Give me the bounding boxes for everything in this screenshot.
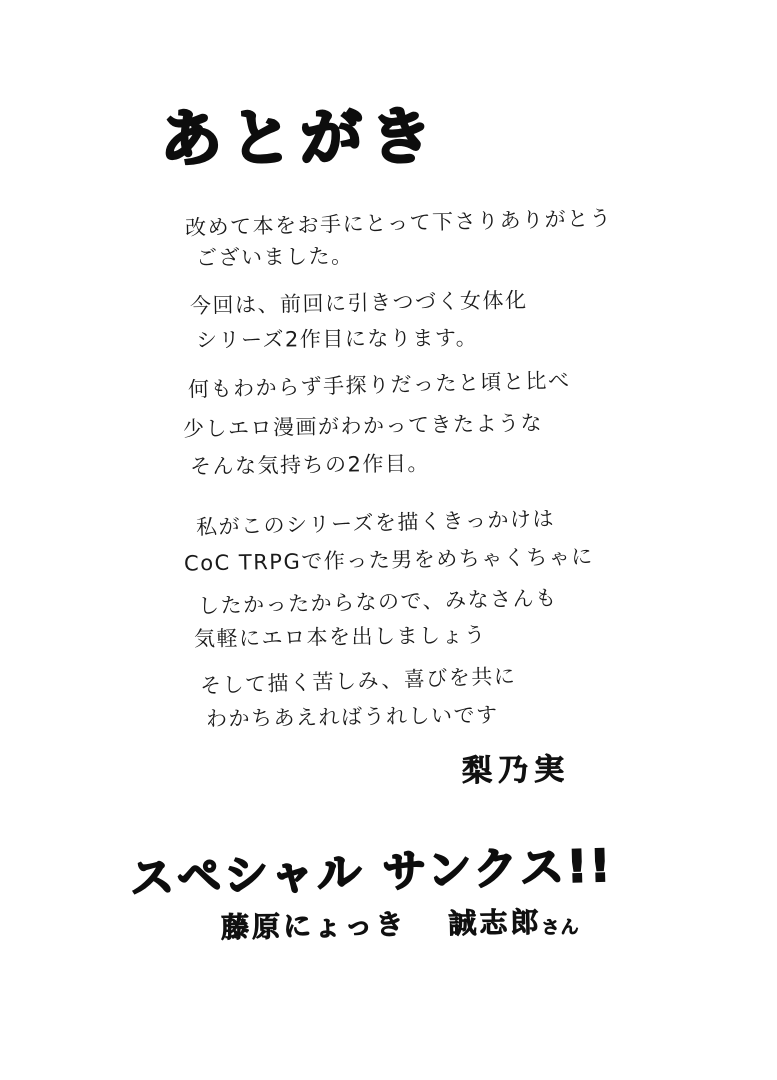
afterword-line: そんな気持ちの2作目。: [189, 451, 431, 479]
thanks-name: [221, 908, 407, 944]
thanks-name-text: 藤原にょっき: [220, 907, 407, 945]
author-signature: 梨乃実: [461, 752, 571, 789]
thanks-name-text: 誠志郎: [448, 905, 542, 941]
afterword-line: ございました。: [195, 243, 354, 271]
afterword-line: 改めて本をお手にとって下さりありがとう: [184, 206, 613, 240]
afterword-line: CoC TRPGで作った男をめちゃくちゃに: [183, 544, 594, 576]
afterword-line: 何もわからず手探りだったと頃と比べ: [187, 368, 571, 402]
afterword-line: そして描く苦しみ、喜びを共に: [199, 664, 517, 698]
special-thanks-heading: スペシャル サンクス!!: [129, 840, 614, 905]
thanks-name: [448, 905, 580, 940]
afterword-line: わかちあえればうれしいです: [205, 702, 499, 732]
afterword-line: シリーズ2作目になります。: [195, 325, 479, 353]
special-thanks-names: [221, 900, 580, 946]
afterword-line: 今回は、前回に引きつづく女体化: [189, 288, 528, 318]
afterword-line: 気軽にエロ本を出しましょう: [193, 622, 487, 652]
thanks-name-suffix: さん: [541, 916, 580, 939]
afterword-line: したかったからなので、みなさんも: [197, 585, 558, 619]
afterword-line: 少しエロ漫画がわかってきたような: [182, 410, 544, 442]
page-title: あとがき: [159, 99, 441, 176]
afterword-line: 私がこのシリーズを描くきっかけは: [195, 506, 556, 540]
